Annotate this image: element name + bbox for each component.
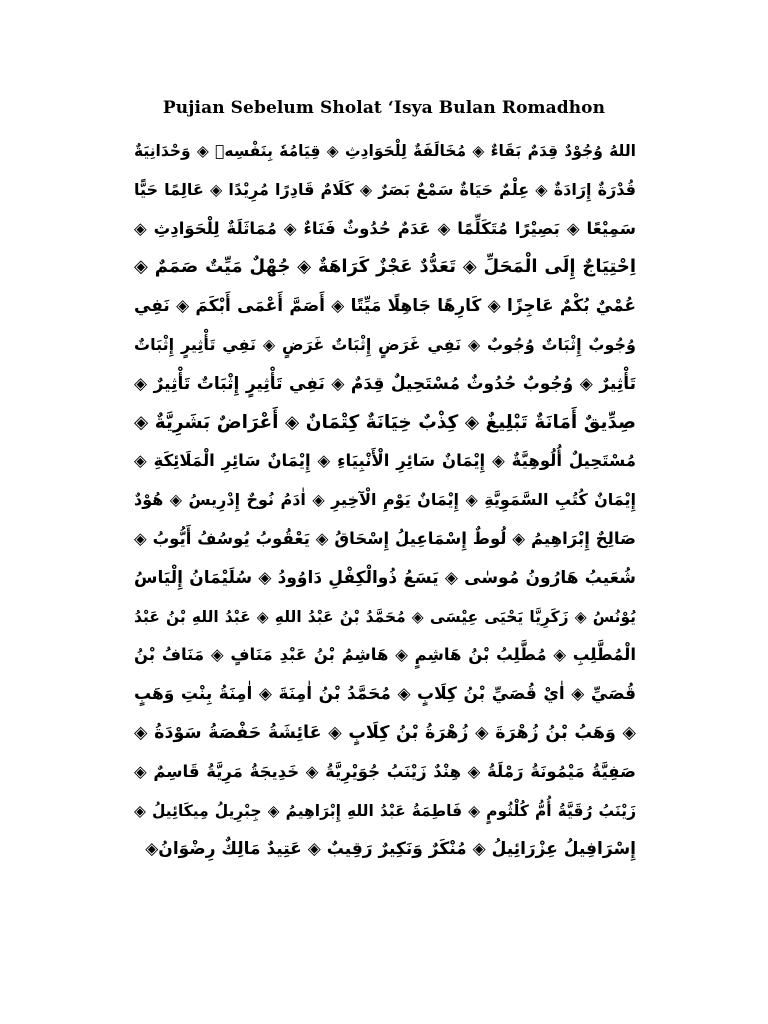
text-line: صَفِيَّةُ مَيْمُونَةُ رَمْلَةُ ◈ هِنْدٌ زَيْنَبُ جُوَيْرِيَّةُ ◈ خَدِيجَةُ مَرِيَّةُ قَاسِمٌ ◈ (134, 761, 636, 781)
text-line: قُصَيِّ ◈ اٰيْ قُصَيِّ بْنُ كِلَابٍ ◈ مُحَمَّدُ بْنُ اٰمِنَةَ ◈ اٰمِنَةُ بِنْتِ وَهَبٍ (134, 684, 636, 705)
text-line: قُدْرَةٌ إِرَادَةٌ ◈ عِلْمٌ حَيَاةٌ سَمْعٌ بَصَرٌ ◈ كَلَامٌ قَادِرًا مُرِيْدًا ◈ عَالِمًا حَيًّا (134, 179, 636, 199)
arabic-text-block (134, 132, 636, 869)
text-line: عُمْيٌ بُكْمٌ عَاجِزًا ◈ كَارِهًا جَاهِلًا مَيِّتًا ◈ أَصَمَّ أَعْمَى أَبْكَمَ ◈ نَفِي (134, 296, 636, 317)
text-line: شُعَيبُ هَارُونُ مُوسٰى ◈ يَسَعُ ذُوالْكِفْلِ دَاوُودُ ◈ سُلَيْمَانُ إِلْيَاسُ (134, 567, 636, 588)
text-line: إِيْمَانٌ كُتُبِ السَّمَوِيَّةِ ◈ إِيْمَانٌ يَوْمِ الْآخِيرِ ◈ اٰدَمُ نُوحٌ إِدْرِيسُ ◈ هُوْدٌ (134, 490, 636, 510)
text-line: اِحْتِيَاجٌ إِلَى الْمَحَلِّ ◈ تَعَدُّدٌ عَجْزٌ كَرَاهَةٌ ◈ جُهْلٌ مَيِّتٌ صَمَمٌ ◈ (134, 256, 636, 278)
text-line: صَالِحٌ إِبْرَاهِيمُ ◈ لُوطٌ إِسْمَاعِيلُ إِسْحَاقُ ◈ يَعْقُوبُ يُوسُفُ أَيُّوبُ ◈ (134, 528, 636, 548)
text-line: صِدِّيقٌ أَمَانَةٌ تَبْلِيغٌ ◈ كِذْبٌ خِيَانَةٌ كِتْمَانٌ ◈ أَعْرَاضٌ بَشَرِيَّةٌ ◈ (134, 411, 636, 433)
text-line: الْمُطَّلِبِ ◈ مُطَّلِبُ بْنُ هَاشِمٍ ◈ هَاشِمُ بْنُ عَبْدِ مَنَافٍ ◈ مَنَافُ بْنُ (134, 645, 636, 665)
text-line: تَأْثِيرٌ ◈ وُجُوبٌ حُدُوثٌ مُسْتَحِيلٌ قِدَمٌ ◈ نَفِي تَأْثِيرٍ إِثْبَاتٌ تَأْثِيرٌ ◈ (134, 373, 636, 394)
page-title: Pujian Sebelum Sholat ‘Isya Bulan Romadhon (162, 98, 606, 118)
text-line: إِسْرَافِيلُ عِزْرَائِيلُ ◈ مُنْكَرٌ وَنَكِيرٌ رَقِيبٌ ◈ عَتِيدٌ مَالِكٌ رِضْوَانُ◈ (145, 839, 636, 860)
text-line: سَمِيْعًا ◈ بَصِيْرًا مُتَكَلِّمًا ◈ عَدَمٌ حُدُوثٌ فَنَاءٌ ◈ مُمَاثَلَةٌ لِلْحَوَادِثِ ◈ (134, 218, 636, 238)
text-line: يُوْنُسُ ◈ زَكَرِيَّا يَحْيَى عِيْسَى ◈ مُحَمَّدُ بْنُ عَبْدُ اللهِ ◈ عَبْدُ اللهِ بْنُ عَبْدُ (134, 607, 636, 626)
text-line: اللهُ وُجُوْدٌ قِدَمٌ بَقَاءٌ ◈ مُخَالَفَةٌ لِلْحَوَادِثِ ◈ قِيَامُهٗ بِنَفْسِهٖ ◈ وَحْدَانِيَةٌ (134, 142, 636, 160)
text-line: ◈ وَهَبُ بْنُ زُهْرَةَ ◈ زُهْرَةُ بْنُ كِلَابٍ ◈ عَائِشَةُ حَفْصَةُ سَوْدَةُ ◈ (134, 722, 636, 743)
text-line: زَيْنَبُ رُقَيَّةُ أُمُّ كُلْثُومٍ ◈ فَاطِمَةُ عَبْدُ اللهِ إِبْرَاهِيمُ ◈ جِبْرِيلُ مِيكَائِيلُ ◈ (134, 801, 636, 820)
text-line: مُسْتَحِيلٌ أُلُوهِيَّةٌ ◈ إِيْمَانٌ سَائِرِ الْأَنْبِيَاءِ ◈ إِيْمَانٌ سَائِرِ الْمَلَائِكَةِ ◈ (134, 451, 636, 471)
text-line: وُجُوبٌ إِثْبَاتٌ وُجُوبٌ ◈ نَفِي غَرَضٍ إِثْبَاتٌ غَرَضٍ ◈ نَفِي تَأْثِيرٍ إِثْبَاتٌ (134, 334, 636, 354)
